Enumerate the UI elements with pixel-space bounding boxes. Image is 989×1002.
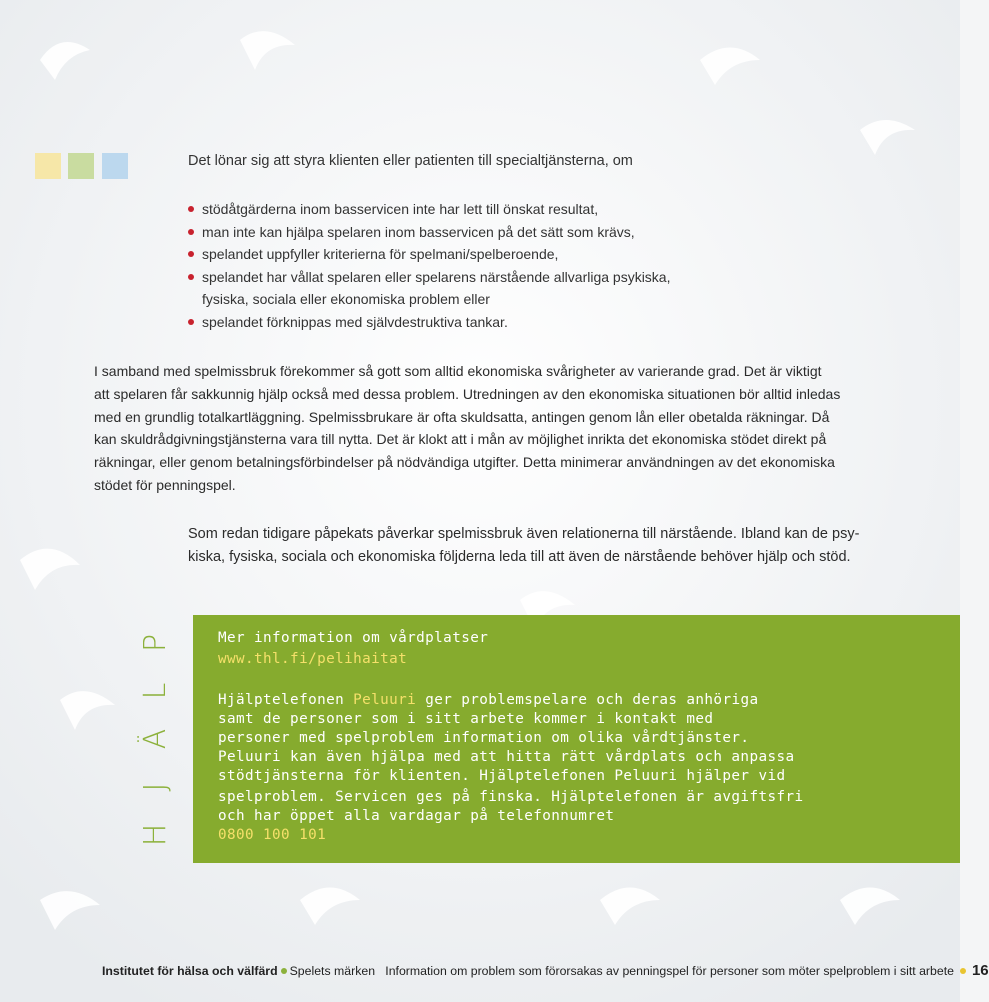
- list-item-text: stödåtgärderna inom basservicen inte har lett till önskat resultat,: [202, 201, 599, 217]
- list-item-continuation: [188, 288, 671, 311]
- footer-separator-dot: [281, 968, 287, 974]
- bullet-dot: [188, 319, 194, 325]
- list-item: [188, 266, 671, 289]
- list-item-text: spelandet förknippas med självdestruktiva tankar.: [202, 313, 508, 330]
- paragraph-line: stödet för penningspel.: [94, 476, 236, 493]
- page-number: 16: [971, 962, 989, 979]
- help-line: och har öppet alla vardagar på telefonnumret: [218, 808, 615, 824]
- list-item: [188, 198, 671, 221]
- decor-square-yellow: [35, 153, 61, 179]
- paragraph-line: med en grundlig totalkartläggning. Spelmissbrukare är ofta skuldsatta, antingen genom lån eller obetalda räkningar. Då: [94, 408, 830, 425]
- bullet-dot: [188, 274, 194, 280]
- intro-text: Det lönar sig att styra klienten eller patienten till specialtjänsterna, om: [188, 153, 633, 169]
- side-title-letter: Ä: [138, 728, 173, 750]
- decor-square-blue: [102, 153, 128, 179]
- side-title-letter: L: [138, 682, 173, 700]
- list-item-text: spelandet har vållat spelaren eller spelarens närstående allvarliga psykiska,: [202, 268, 671, 285]
- side-title-letter: H: [138, 823, 173, 847]
- paragraph-line: räkningar, eller genom betalningsförbindelser på nödvändiga utgifter. Detta minimerar användningen av det ekonomiska: [94, 454, 835, 471]
- peluuri-highlight: Peluuri: [353, 692, 417, 708]
- bullet-dot: [188, 229, 194, 235]
- bullet-dot: [188, 206, 194, 212]
- paragraph-line: kiska, fysiska, sociala och ekonomiska följderna leda till att även de närstående behöver hjälp och stöd.: [188, 548, 851, 565]
- footer-series: Spelets märken: [289, 964, 376, 978]
- paragraph-line: kan skuldrådgivningstjänsterna vara till nytta. Det är klokt att i mån av möjlighet inrikta det ekonomiska stödet direkt på: [94, 431, 827, 448]
- paragraph-line: Som redan tidigare påpekats påverkar spelmissbruk även relationerna till närstående. Ibland kan de psy-: [188, 526, 860, 542]
- page-footer: [102, 962, 989, 979]
- footer-subtitle: Information om problem som förorsakas av penningspel för personer som möter spelproblem i sitt arbete: [385, 964, 954, 978]
- paragraph-line: att spelaren får sakkunnig hjälp också med dessa problem. Utredningen av den ekonomiska situationen bör alltid inledas: [94, 385, 841, 402]
- help-line: Peluuri kan även hjälpa med att hitta rätt vårdplats och anpassa: [218, 749, 795, 765]
- decor-square-green: [68, 153, 94, 179]
- list-item-text: spelandet uppfyller kriterierna för spelmani/spelberoende,: [202, 246, 559, 262]
- economic-paragraph: [94, 360, 864, 497]
- help-line: personer med spelproblem information om olika vårdtjänster.: [218, 730, 750, 746]
- side-title-hjalp: [136, 620, 176, 865]
- list-item: [188, 221, 671, 244]
- side-title-letter: J: [138, 782, 173, 792]
- help-line-text: ger problemspelare och deras anhöriga: [416, 692, 759, 708]
- footer-separator-dot: [960, 968, 966, 974]
- help-line: spelproblem. Servicen ges på finska. Hjälptelefonen är avgiftsfri: [218, 789, 804, 805]
- list-item-text: man inte kan hjälpa spelaren inom basservicen på det sätt som krävs,: [202, 223, 635, 240]
- list-item: [188, 311, 671, 334]
- bullet-dot: [188, 251, 194, 257]
- footer-org: Institutet för hälsa och välfärd: [102, 964, 278, 978]
- paragraph-line: I samband med spelmissbruk förekommer så gott som alltid ekonomiska svårigheter av varierande grad. Det är viktigt: [94, 363, 822, 379]
- help-line: [218, 692, 758, 708]
- side-title-letter: P: [138, 633, 173, 653]
- help-phone-number: 0800 100 101: [218, 827, 327, 843]
- help-line: samt de personer som i sitt arbete kommer i kontakt med: [218, 711, 714, 727]
- help-line: stödtjänsterna för klienten. Hjälptelefonen Peluuri hjälper vid: [218, 768, 786, 784]
- help-link[interactable]: www.thl.fi/pelihaitat: [218, 651, 408, 667]
- help-heading: Mer information om vårdplatser: [218, 630, 489, 646]
- help-line-text: Hjälptelefonen: [218, 692, 354, 708]
- list-item: [188, 243, 671, 266]
- list-item-text: fysiska, sociala eller ekonomiska problem eller: [202, 291, 490, 307]
- relatives-paragraph: [188, 523, 868, 569]
- criteria-list: [188, 198, 671, 333]
